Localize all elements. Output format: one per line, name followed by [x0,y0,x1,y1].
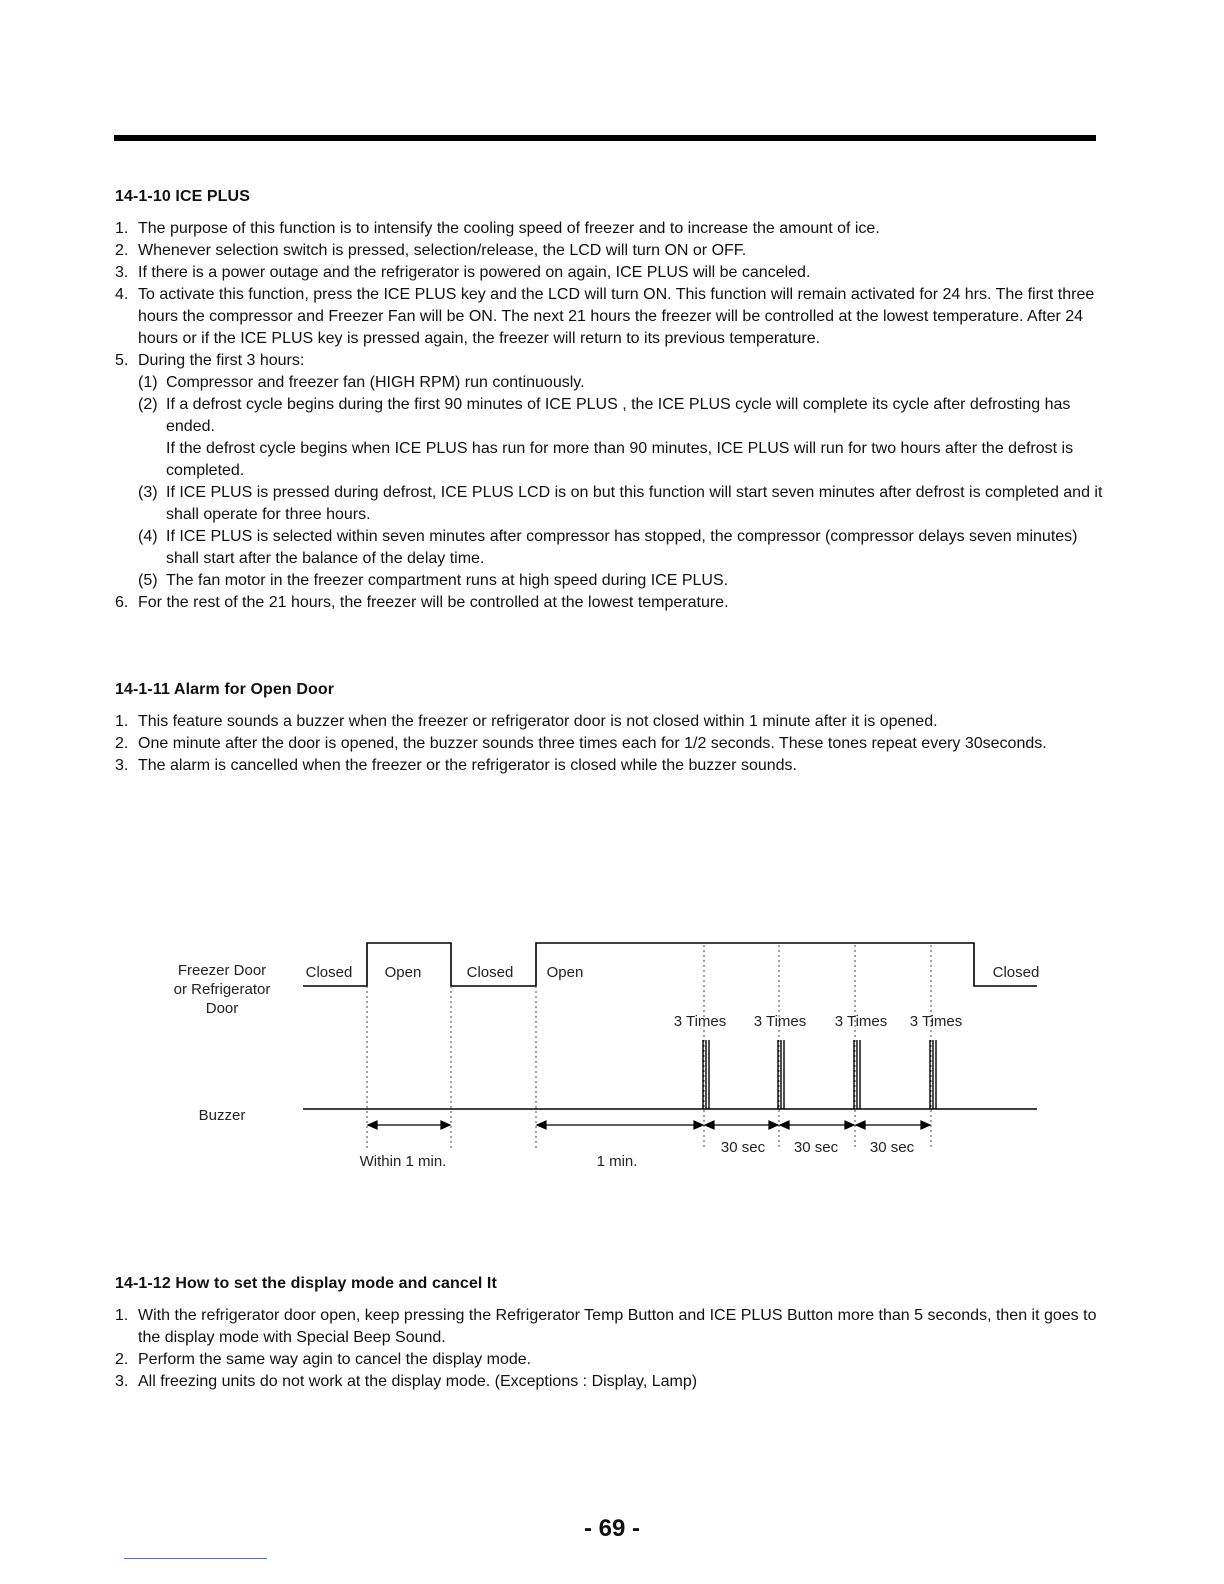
item-text: All freezing units do not work at the display mode. (Exceptions : Display, Lamp) [138,1373,698,1390]
state-closed-2: Closed [466,964,514,981]
item-text: During the first 3 hours: [138,352,305,369]
section-heading: 14-1-12 How to set the display mode and cancel It [115,1275,497,1292]
sub-item [115,372,1105,394]
list-item [115,711,1105,733]
door-label-line1: Freezer Door [177,962,267,979]
item-number: 2. [115,1351,129,1368]
sub-item-number: (4) [138,528,158,545]
sub-item [115,526,1105,570]
interval-arrows [368,1121,930,1129]
sub-item [115,482,1105,526]
section-ice-plus [115,188,1105,614]
state-open-1: Open [384,964,422,981]
door-label-line2: or Refrigerator [173,981,271,998]
item-text: To activate this function, press the ICE PLUS key and the LCD will turn ON. This function will remain activated for 24 hrs. The first three hours the compressor and Freezer Fan will be ON. The next 21 hours the freezer will be controlled at the lowest temperature. After 24 hours or if the ICE PLUS key is pressed again, the freezer will return to its previous temperature. [138,286,1095,347]
list-item [115,284,1105,350]
beep-label-2: 3 Times [753,1013,807,1030]
sub-item-text: If ICE PLUS is pressed during defrost, ICE PLUS LCD is on but this function will start seven minutes after defrost is completed and it shall operate for three hours. [166,484,1103,523]
beep-label-4: 3 Times [909,1013,963,1030]
sub-item-text: Compressor and freezer fan (HIGH RPM) run continuously. [166,374,585,391]
sub-item [115,394,1105,482]
list-item [115,262,1105,284]
list-item [115,1305,1105,1349]
beep-label-3: 3 Times [834,1013,888,1030]
sub-item [115,570,1105,592]
item-number: 1. [115,1307,129,1324]
arrowhead [694,1121,703,1129]
section-heading: 14-1-11 Alarm for Open Door [115,681,335,698]
within-1-min-label: Within 1 min. [359,1153,447,1170]
arrowhead [769,1121,778,1129]
item-text: One minute after the door is opened, the buzzer sounds three times each for 1/2 seconds. These tones repeat every 30seconds. [138,735,1047,752]
state-open-2: Open [546,964,584,981]
beep-label-1: 3 Times [673,1013,727,1030]
arrowhead [441,1121,450,1129]
sub-item-number: (5) [138,572,158,589]
item-number: 1. [115,713,129,730]
section-display-mode [115,1275,1105,1393]
item-number: 3. [115,264,129,281]
list-item [115,1371,1105,1393]
arrowhead [368,1121,377,1129]
item-number: 3. [115,1373,129,1390]
list-item [115,592,1105,614]
sub-item-text: If ICE PLUS is selected within seven minutes after compressor has stopped, the compressor (compressor delays seven minutes) shall start after the balance of the delay time. [166,528,1078,567]
interval-label-2: 30 sec [793,1139,839,1156]
beep-pulses [703,1040,936,1109]
arrowhead [780,1121,789,1129]
sub-item-text: The fan motor in the freezer compartment runs at high speed during ICE PLUS. [166,572,729,589]
section-heading: 14-1-10 ICE PLUS [115,188,250,205]
state-closed-3: Closed [992,964,1040,981]
interval-label-1: 30 sec [720,1139,766,1156]
item-text: For the rest of the 21 hours, the freezer will be controlled at the lowest temperature. [138,594,729,611]
sub-item-number: (2) [138,396,158,413]
item-number: 4. [115,286,129,303]
buzzer-label: Buzzer [198,1107,246,1124]
arrowhead [705,1121,714,1129]
arrowhead [537,1121,546,1129]
item-number: 3. [115,757,129,774]
item-number: 1. [115,220,129,237]
item-text: This feature sounds a buzzer when the freezer or refrigerator door is not closed within 1 minute after it is opened. [138,713,938,730]
page-number: - 69 - [583,1515,640,1542]
item-text: If there is a power outage and the refrigerator is powered on again, ICE PLUS will be canceled. [138,264,811,281]
sub-item-number: (3) [138,484,158,501]
item-number: 6. [115,594,129,611]
item-number: 2. [115,242,129,259]
section-alarm-open-door [115,681,1105,777]
sub-item-text-continued: If the defrost cycle begins when ICE PLUS has run for more than 90 minutes, ICE PLUS will run for two hours after the defrost is completed. [166,440,1074,479]
list-item [115,218,1105,240]
arrowhead [921,1121,930,1129]
sub-item-text: If a defrost cycle begins during the first 90 minutes of ICE PLUS , the ICE PLUS cycle will complete its cycle after defrosting has ended. [166,396,1071,435]
item-text: The alarm is cancelled when the freezer or the refrigerator is closed while the buzzer sounds. [138,757,797,774]
footer-line [124,1558,267,1559]
door-label-line3: Door [205,1000,239,1017]
interval-label-3: 30 sec [869,1139,915,1156]
list-item [115,733,1105,755]
item-text: With the refrigerator door open, keep pressing the Refrigerator Temp Button and ICE PLUS Button more than 5 seconds, then it goes to the display mode with Special Beep Sound. [138,1307,1097,1346]
top-rule [114,135,1096,141]
item-text: Whenever selection switch is pressed, selection/release, the LCD will turn ON or OFF. [138,242,747,259]
arrowhead [856,1121,865,1129]
list-item [115,350,1105,372]
sub-item-number: (1) [138,374,158,391]
state-closed-1: Closed [305,964,353,981]
item-number: 5. [115,352,129,369]
list-item [115,240,1105,262]
arrowhead [845,1121,854,1129]
list-item [115,1349,1105,1371]
item-number: 2. [115,735,129,752]
list-item [115,755,1105,777]
item-text: Perform the same way agin to cancel the display mode. [138,1351,532,1368]
item-text: The purpose of this function is to intensify the cooling speed of freezer and to increase the amount of ice. [138,220,880,237]
one-min-label: 1 min. [596,1153,638,1170]
door-alarm-timing-diagram [0,930,1224,1190]
